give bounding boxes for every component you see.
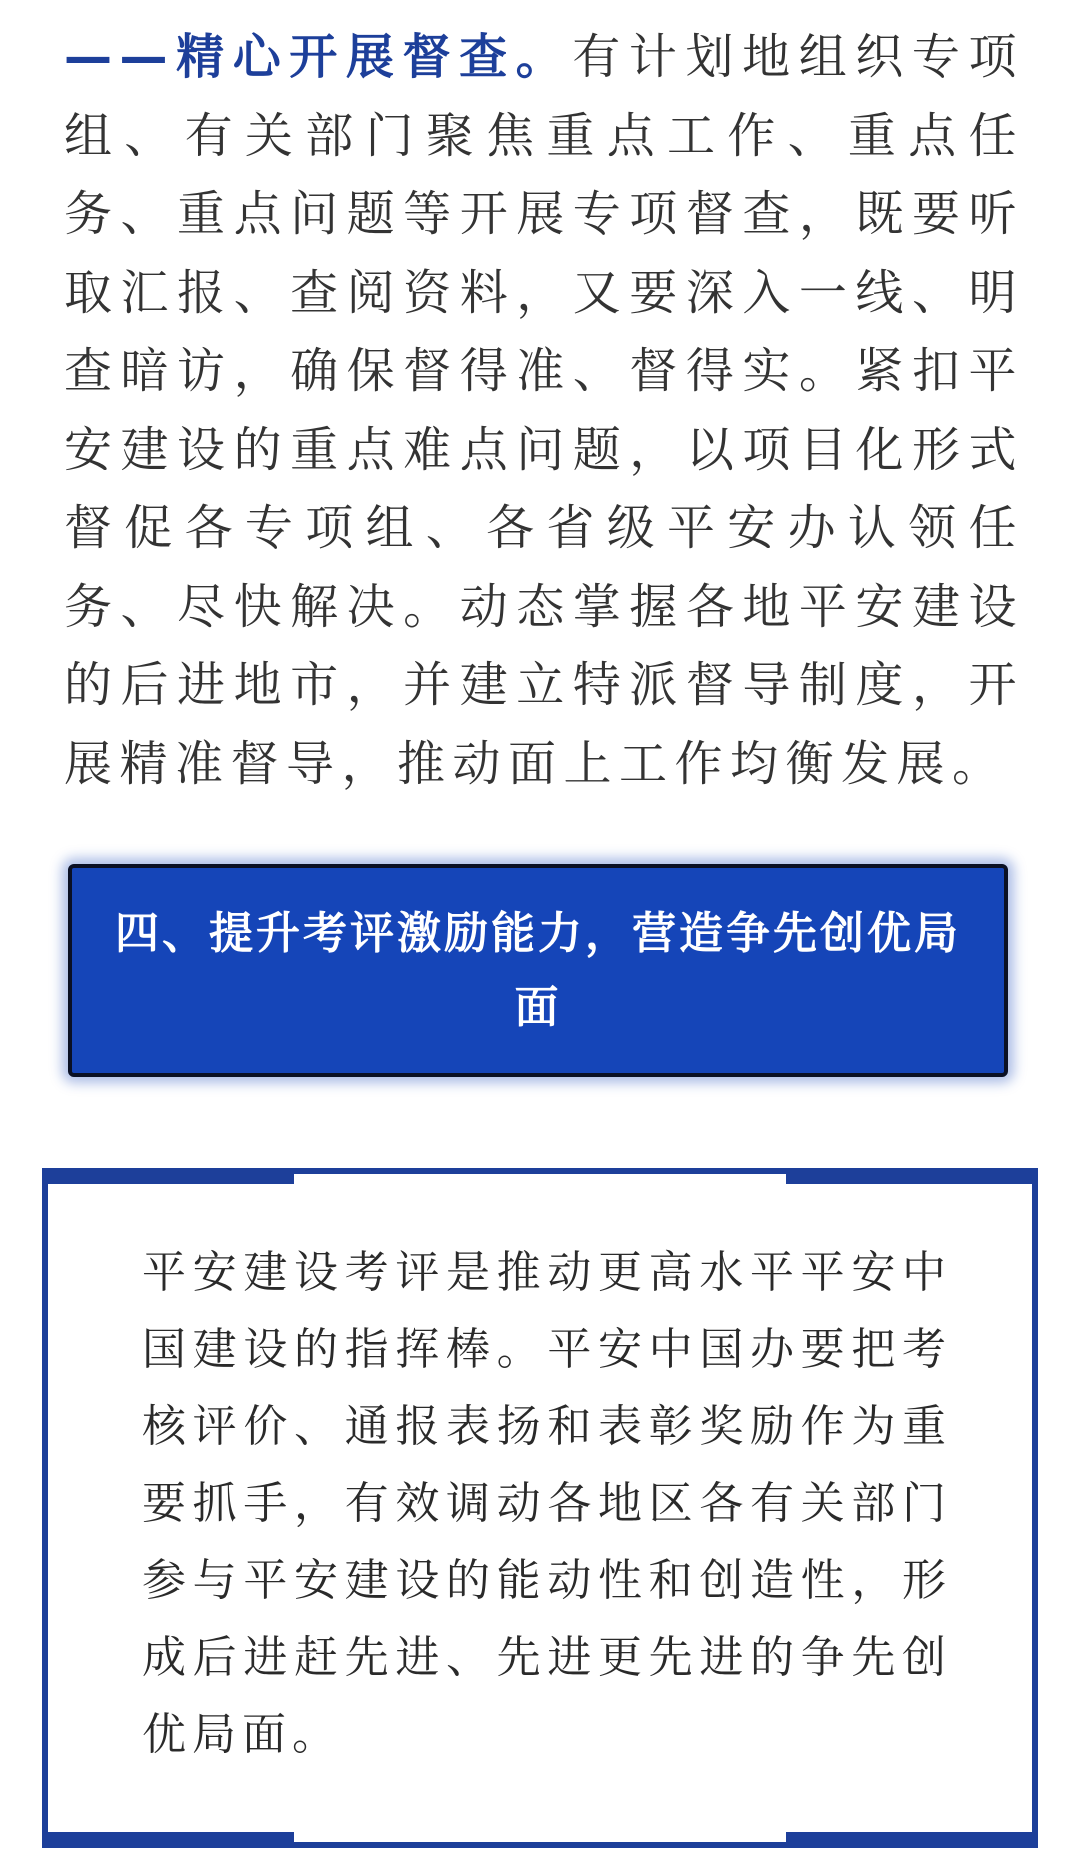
paragraph-body: 有计划地组织专项组、有关部门聚焦重点工作、重点任务、重点问题等开展专项督查，既要听取汇报、查阅资料，又要深入一线、明查暗访，确保督得准、督得实。紧扣平安建设的重点难点问题，以项目化形式督促各专项组、各省级平安办认领任务、尽快解决。动态掌握各地平安建设的后进地市，并建立特派督导制度，开展精准督导，推动面上工作均衡发展。 [64, 29, 1024, 792]
frame-accent-top-right [786, 1168, 1038, 1184]
frame-accent-bottom-left [42, 1832, 294, 1848]
paragraph-supervision [64, 18, 1024, 803]
frame-accent-top-left [42, 1168, 294, 1184]
callout-text: 平安建设考评是推动更高水平平安中国建设的指挥棒。平安中国办要把考核评价、通报表扬和表彰奖励作为重要抓手，有效调动各地区各有关部门参与平安建设的能动性和创造性，形成后进赶先进、先进更先进的争先创优局面。 [142, 1247, 952, 1760]
paragraph-lead: ——精心开展督查。 [64, 29, 573, 85]
section-heading: 四、提升考评激励能力，营造争先创优局面 [115, 907, 961, 1033]
frame-accent-bottom-right [786, 1832, 1038, 1848]
section-heading-box [68, 864, 1008, 1077]
callout-frame [42, 1168, 1038, 1848]
